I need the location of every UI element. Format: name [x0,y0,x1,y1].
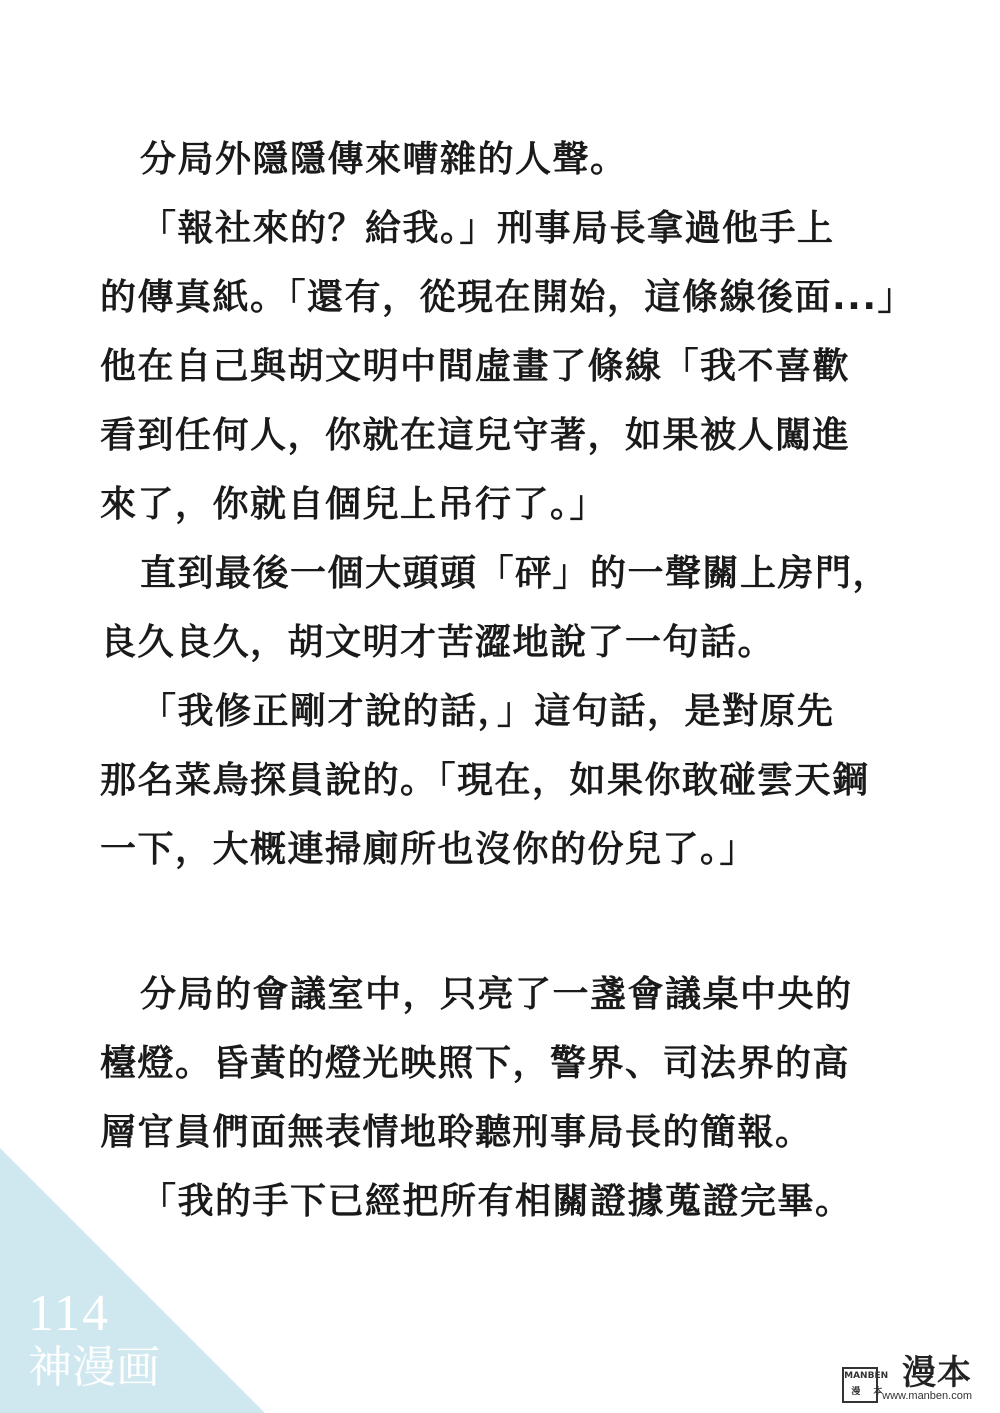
watermark-text: 神漫画 [28,1342,160,1393]
paragraph-line: 他在自己與胡文明中間虛畫了條線「我不喜歡 [100,346,851,387]
paragraph-line: 層官員們面無表情地聆聽刑事局長的簡報。 [100,1112,813,1153]
paragraph-line: 的傳真紙。「還有，從現在開始，這條線後面...」 [100,277,916,318]
site-stamp [842,1353,972,1403]
paragraph-line: 看到任何人，你就在這兒守著，如果被人闖進 [100,415,851,456]
site-logo-icon [842,1367,889,1403]
paragraph-line: 「報社來的？給我。」刑事局長拿過他手上 [140,208,835,249]
paragraph-line: 良久良久，胡文明才苦澀地說了一句話。 [100,622,776,663]
stamp-title: 漫本 [902,1353,972,1393]
body-section-1 [100,125,916,884]
paragraph-line: 檯燈。昏黃的燈光映照下，警界、司法界的高 [100,1043,851,1084]
paragraph-line: 分局的會議室中，只亮了一盞會議桌中央的 [140,974,853,1015]
page-number: 114 [28,1285,111,1342]
paragraph-line: 直到最後一個大頭頭「砰」的一聲關上房門， [140,553,891,594]
body-section-2 [100,960,900,1236]
stamp-url: www.manben.com [882,1390,972,1402]
paragraph-line: 「我的手下已經把所有相關證據蒐證完畢。 [140,1181,853,1222]
paragraph-line: 來了，你就自個兒上吊行了。」 [100,484,608,525]
paragraph-line: 分局外隱隱傳來嘈雜的人聲。 [140,139,628,180]
stamp-text [882,1353,972,1403]
paragraph-line: 一下，大概連掃廁所也沒你的份兒了。」 [100,829,758,870]
logo-letter: 漫 [851,1387,861,1397]
logo-letter: 本 [873,1387,883,1397]
logo-letter: BEN [867,1371,889,1381]
logo-letter: MAN [844,1371,868,1381]
paragraph-line: 那名菜鳥探員說的。「現在，如果你敢碰雲天鋼 [100,760,870,801]
paragraph-line: 「我修正剛才說的話，」這句話，是對原先 [140,691,835,732]
